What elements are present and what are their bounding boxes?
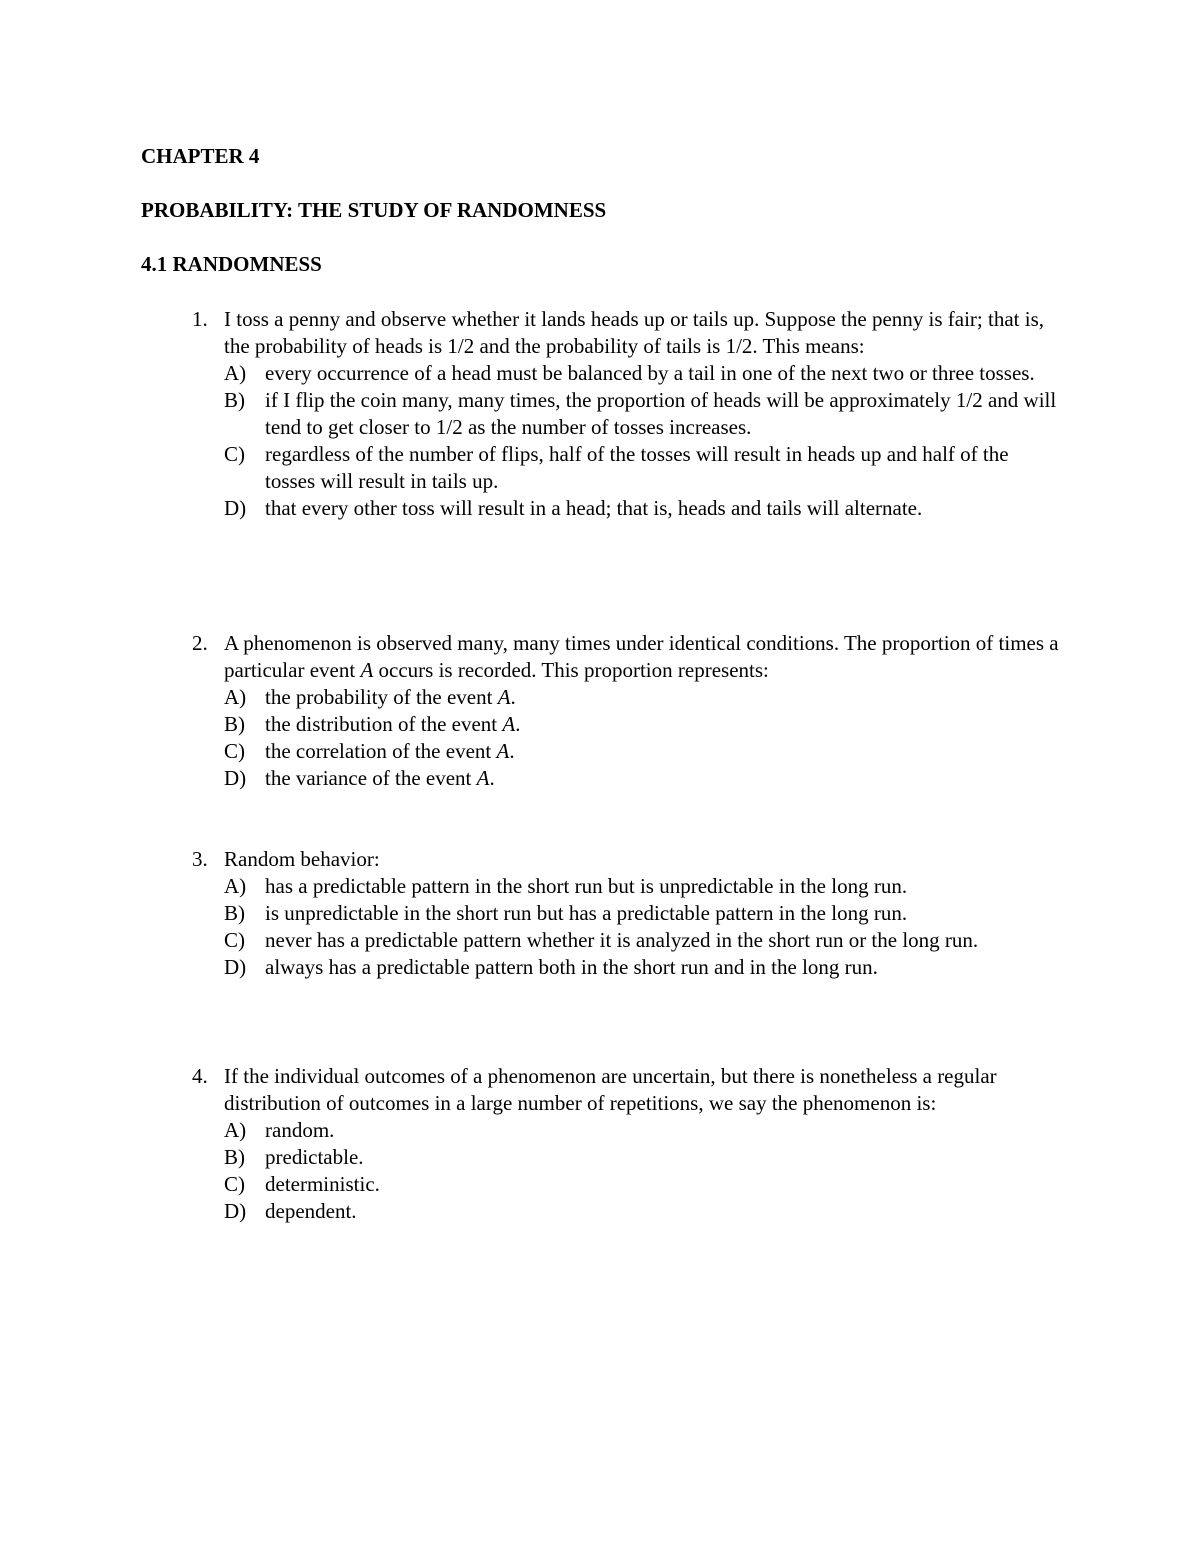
answer-option-b (192, 900, 1062, 927)
answer-option-b (192, 387, 1062, 441)
section-heading: 4.1 RANDOMNESS (141, 252, 322, 276)
option-letter: C) (224, 1172, 245, 1196)
answer-option-d (192, 495, 1062, 522)
stem-text-after: occurs is recorded. This proportion represents: (373, 658, 769, 682)
answer-option-a (192, 1117, 1062, 1144)
option-text: the variance of the event (265, 766, 477, 790)
option-end: . (509, 739, 515, 763)
option-letter: D) (224, 1199, 247, 1223)
answer-option-d (192, 954, 1062, 981)
option-letter: B) (224, 388, 245, 412)
option-text: is unpredictable in the short run but has a predictable pattern in the long run. (265, 901, 908, 925)
question-number: 4. (192, 1064, 208, 1088)
question-stem-row (192, 1063, 1062, 1117)
option-letter: D) (224, 766, 247, 790)
option-text: dependent. (265, 1199, 357, 1223)
answer-option-c (192, 738, 1062, 765)
answer-option-a (192, 684, 1062, 711)
option-letter: B) (224, 1145, 245, 1169)
question-stem: I toss a penny and observe whether it lands heads up or tails up. Suppose the penny is fair; that is, the probability of heads is 1/2 and the probability of tails is 1/2. This means: (224, 307, 1045, 358)
answer-option-d (192, 1198, 1062, 1225)
answer-option-a (192, 873, 1062, 900)
option-text: always has a predictable pattern both in the short run and in the long run. (265, 955, 878, 979)
option-letter: C) (224, 739, 245, 763)
answer-option-b (192, 711, 1062, 738)
question-3 (192, 846, 1062, 981)
option-letter: D) (224, 955, 247, 979)
answer-option-b (192, 1144, 1062, 1171)
question-number: 3. (192, 847, 208, 871)
answer-option-c (192, 927, 1062, 954)
question-2 (192, 630, 1062, 792)
option-text: predictable. (265, 1145, 364, 1169)
option-text: has a predictable pattern in the short run but is unpredictable in the long run. (265, 874, 908, 898)
question-4 (192, 1063, 1062, 1225)
event-variable: A (497, 685, 511, 709)
answer-option-d (192, 765, 1062, 792)
option-letter: B) (224, 712, 245, 736)
question-stem (224, 630, 1062, 684)
option-text: never has a predictable pattern whether it is analyzed in the short run or the long run. (265, 928, 979, 952)
option-text: the probability of the event (265, 685, 498, 709)
question-1 (192, 306, 1062, 522)
question-stem-row (192, 630, 1062, 684)
option-text: deterministic. (265, 1172, 380, 1196)
option-letter: A) (224, 1118, 247, 1142)
event-variable: A (476, 766, 490, 790)
question-number: 1. (192, 307, 208, 331)
option-letter: B) (224, 901, 245, 925)
option-text: regardless of the number of flips, half of the tosses will result in heads up and half of the tosses will result in tails up. (265, 442, 1009, 493)
question-stem-row (192, 306, 1062, 360)
chapter-title: PROBABILITY: THE STUDY OF RANDOMNESS (141, 198, 607, 222)
event-variable: A (496, 739, 510, 763)
question-number: 2. (192, 631, 208, 655)
option-text: if I flip the coin many, many times, the proportion of heads will be approximately 1/2 and will tend to get closer to 1/2 as the number of tosses increases. (265, 388, 1057, 439)
option-text: the distribution of the event (265, 712, 503, 736)
option-end: . (515, 712, 521, 736)
question-stem: Random behavior: (224, 847, 380, 871)
answer-option-c (192, 1171, 1062, 1198)
stem-text-before: A phenomenon is observed many, many times under identical conditions. The proportion of times a particular event (224, 631, 1059, 682)
option-text: the correlation of the event (265, 739, 497, 763)
option-letter: A) (224, 874, 247, 898)
option-end: . (510, 685, 516, 709)
chapter-number: CHAPTER 4 (141, 144, 260, 168)
option-text: that every other toss will result in a head; that is, heads and tails will alternate. (265, 496, 923, 520)
option-text: random. (265, 1118, 335, 1142)
option-end: . (489, 766, 495, 790)
question-stem: If the individual outcomes of a phenomenon are uncertain, but there is nonetheless a regular distribution of outcomes in a large number of repetitions, we say the phenomenon is: (224, 1064, 997, 1115)
answer-option-a (192, 360, 1062, 387)
option-letter: D) (224, 496, 247, 520)
option-letter: A) (224, 685, 247, 709)
question-stem-row (192, 846, 1062, 873)
event-variable: A (502, 712, 516, 736)
event-variable: A (360, 658, 374, 682)
option-letter: A) (224, 361, 247, 385)
option-letter: C) (224, 442, 245, 466)
option-letter: C) (224, 928, 245, 952)
answer-option-c (192, 441, 1062, 495)
option-text: every occurrence of a head must be balanced by a tail in one of the next two or three tosses. (265, 361, 1035, 385)
